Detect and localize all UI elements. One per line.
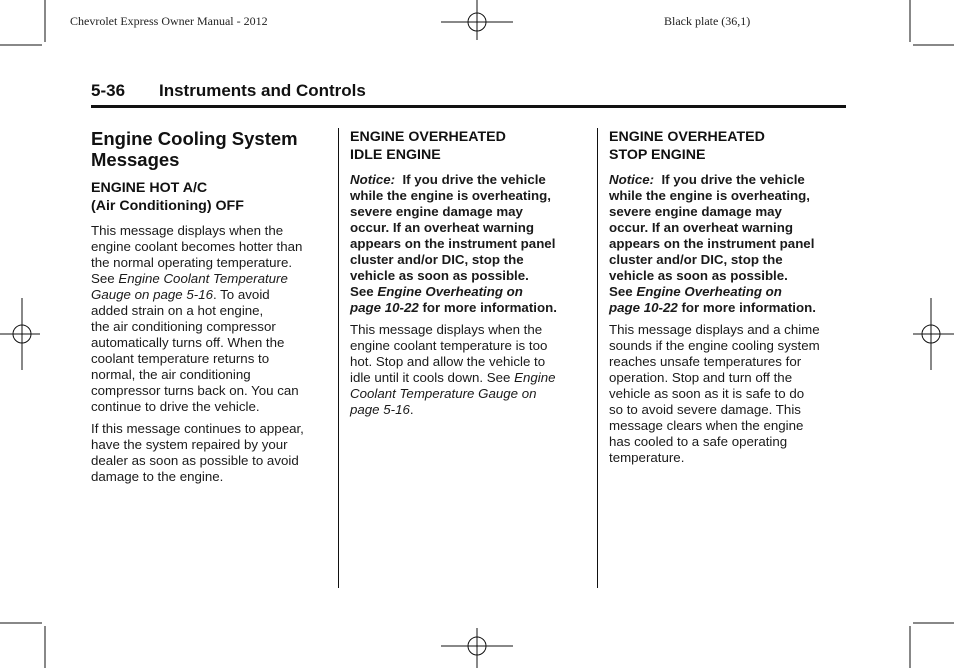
column-divider-2: [597, 128, 598, 588]
registration-target-right: [913, 298, 954, 370]
cross-reference[interactable]: Engine Coolant Temperature: [118, 271, 288, 286]
column-3: [609, 128, 845, 472]
plate-label: Black plate (36,1): [664, 14, 751, 28]
cross-reference[interactable]: Coolant Temperature Gauge on: [350, 386, 537, 401]
column-2: [350, 128, 582, 424]
section-title: Instruments and Controls: [159, 81, 366, 100]
subheading-stop-engine: ENGINE OVERHEATED STOP ENGINE: [609, 129, 765, 163]
cross-reference[interactable]: Engine Overheating on: [636, 284, 782, 299]
cross-reference[interactable]: Gauge on page 5-16: [91, 287, 213, 302]
topic-title: Engine Cooling System Messages: [91, 128, 298, 170]
manual-title: Chevrolet Express Owner Manual - 2012: [70, 14, 268, 28]
cross-reference[interactable]: page 10-22: [350, 300, 419, 315]
section-header: [91, 81, 846, 108]
column-1: [91, 128, 327, 491]
registration-target-top: [441, 0, 513, 40]
cross-reference[interactable]: Engine: [514, 370, 556, 385]
notice-block: Notice: If you drive the vehicle while the engine is overheating, severe engine damage may occur. If an overheat warning appears on the instrument panel cluster and/or DIC, stop the vehicle as soon as possible. See Engine Overheating on page 10-22 for more information.: [609, 172, 816, 315]
cross-reference[interactable]: page 10-22: [609, 300, 678, 315]
notice-label: Notice:: [350, 172, 396, 187]
page-number: 5-36: [91, 81, 126, 100]
cross-reference[interactable]: Engine Overheating on: [377, 284, 523, 299]
subheading-engine-hot-ac: ENGINE HOT A/C (Air Conditioning) OFF: [91, 180, 244, 214]
column-divider-1: [338, 128, 339, 588]
paragraph-ac-off: This message displays when the engine coolant becomes hotter than the normal operating temperature. See Engine Coolant Temperature Gauge on page 5-16. To avoid added strain on a hot engine, the air conditioning compressor automatically turns off. When the coolant temperature returns to normal, the air conditioning compressor turns back on. You can continue to drive the vehicle.: [91, 223, 303, 414]
notice-label: Notice:: [609, 172, 655, 187]
registration-target-bottom: [441, 628, 513, 668]
cross-reference[interactable]: page 5-16: [350, 402, 410, 417]
registration-target-left: [0, 298, 40, 370]
paragraph-repair-advice: If this message continues to appear, have the system repaired by your dealer as soon as possible to avoid damage to the engine.: [91, 421, 304, 484]
notice-block: Notice: If you drive the vehicle while the engine is overheating, severe engine damage may occur. If an overheat warning appears on the instrument panel cluster and/or DIC, stop the vehicle as soon as possible. See Engine Overheating on page 10-22 for more information.: [350, 172, 557, 315]
paragraph-stop-engine: This message displays and a chime sounds if the engine cooling system reaches unsafe temperatures for operation. Stop and turn off the vehicle as soon as it is safe to do so to avoid severe damage. This message clears when the engine has cooled to a safe operating temperature.: [609, 322, 820, 465]
subheading-idle-engine: ENGINE OVERHEATED IDLE ENGINE: [350, 129, 506, 163]
paragraph-idle-engine: This message displays when the engine coolant temperature is too hot. Stop and allow the vehicle to idle until it cools down. See Engine Coolant Temperature Gauge on page 5-16.: [350, 322, 556, 417]
